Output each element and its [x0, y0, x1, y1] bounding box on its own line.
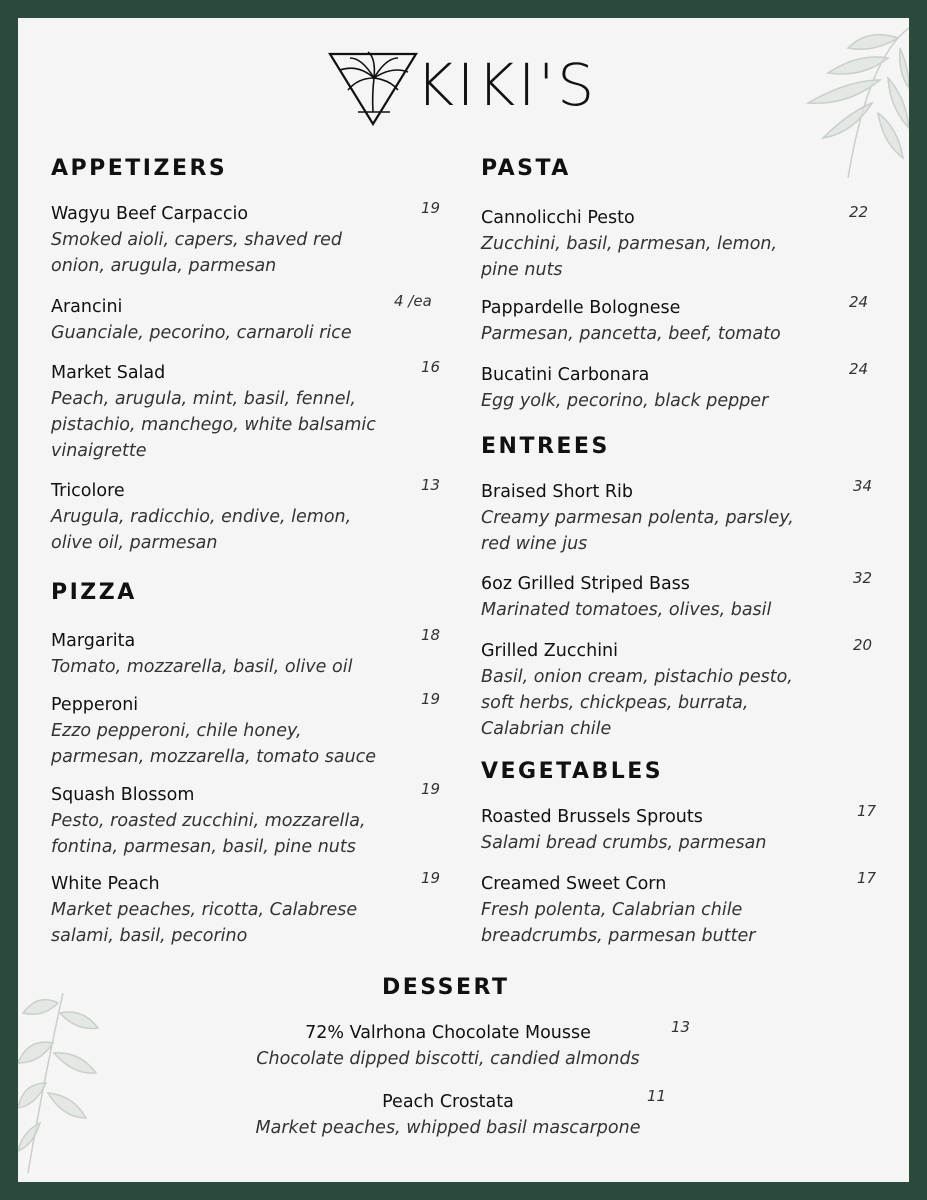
item-desc: soft herbs, chickpeas, burrata, [481, 693, 749, 713]
item-desc: Tomato, mozzarella, basil, olive oil [51, 657, 353, 677]
item-price: 17 [857, 802, 877, 820]
item-desc: Salami bread crumbs, parmesan [481, 833, 767, 853]
item-price: 19 [421, 869, 441, 887]
item-desc: Peach, arugula, mint, basil, fennel, [51, 389, 356, 409]
item-name: White Peach [51, 874, 160, 894]
item-name: Arancini [51, 297, 123, 317]
item-desc: Parmesan, pancetta, beef, tomato [481, 324, 781, 344]
item-desc: Pesto, roasted zucchini, mozzarella, [51, 811, 366, 831]
item-desc: vinaigrette [51, 441, 147, 461]
item-name: Margarita [51, 631, 136, 651]
item-price: 13 [671, 1018, 691, 1036]
item-price: 4 /ea [394, 292, 432, 310]
section-title-pasta: PASTA [481, 156, 571, 181]
menu-item [51, 478, 441, 556]
item-desc: Chocolate dipped biscotti, candied almonds [256, 1049, 640, 1069]
item-name: Peach Crostata [382, 1092, 514, 1112]
item-desc: Marinated tomatoes, olives, basil [481, 600, 772, 620]
item-price: 22 [849, 203, 869, 221]
item-desc: olive oil, parmesan [51, 533, 218, 553]
item-desc: Guanciale, pecorino, carnaroli rice [51, 323, 352, 343]
menu-item [51, 782, 441, 860]
item-desc: pine nuts [481, 260, 563, 280]
item-price: 19 [421, 690, 441, 708]
brand-logo [328, 48, 618, 128]
item-desc: Basil, onion cream, pistachio pesto, [481, 667, 793, 687]
menu-page [18, 18, 909, 1182]
item-desc: Egg yolk, pecorino, black pepper [481, 391, 769, 411]
menu-item [481, 362, 881, 414]
menu-item [51, 201, 441, 279]
item-desc: breadcrumbs, parmesan butter [481, 926, 756, 946]
menu-item [51, 360, 441, 464]
item-name: Braised Short Rib [481, 482, 633, 502]
item-desc: Ezzo pepperoni, chile honey, [51, 721, 302, 741]
item-price: 16 [421, 358, 441, 376]
item-name: Pepperoni [51, 695, 139, 715]
section-title-dessert: DESSERT [382, 975, 510, 1000]
menu-item [481, 479, 891, 557]
item-name: Bucatini Carbonara [481, 365, 650, 385]
menu-item [51, 692, 441, 770]
menu-item [51, 871, 441, 949]
item-name: Roasted Brussels Sprouts [481, 807, 703, 827]
item-price: 19 [421, 199, 441, 217]
item-price: 20 [853, 636, 873, 654]
item-price: 13 [421, 476, 441, 494]
section-title-appetizers: APPETIZERS [51, 156, 228, 181]
item-desc: Fresh polenta, Calabrian chile [481, 900, 743, 920]
item-price: 32 [853, 569, 873, 587]
item-desc: Creamy parmesan polenta, parsley, [481, 508, 794, 528]
item-desc: Calabrian chile [481, 719, 612, 739]
menu-item [481, 571, 891, 623]
menu-item [481, 295, 881, 347]
menu-item [213, 1018, 691, 1072]
item-name: Grilled Zucchini [481, 641, 619, 661]
menu-item [213, 1089, 683, 1141]
item-price: 18 [421, 626, 441, 644]
item-name: Squash Blossom [51, 785, 195, 805]
brand-name: KIKI'S [416, 51, 598, 119]
item-desc: Market peaches, whipped basil mascarpone [255, 1118, 641, 1138]
item-name: Cannolicchi Pesto [481, 208, 635, 228]
item-desc: Arugula, radicchio, endive, lemon, [51, 507, 352, 527]
item-desc: salami, basil, pecorino [51, 926, 248, 946]
section-title-vegetables: VEGETABLES [481, 759, 664, 784]
item-price: 24 [849, 293, 869, 311]
section-title-pizza: PIZZA [51, 580, 137, 605]
item-name: Wagyu Beef Carpaccio [51, 204, 249, 224]
item-desc: red wine jus [481, 534, 588, 554]
item-name: 6oz Grilled Striped Bass [481, 574, 690, 594]
item-price: 17 [857, 869, 877, 887]
menu-item [481, 804, 891, 856]
item-price: 34 [853, 477, 873, 495]
item-name: Creamed Sweet Corn [481, 874, 667, 894]
item-price: 24 [849, 360, 869, 378]
item-desc: Smoked aioli, capers, shaved red [51, 230, 343, 250]
item-name: Pappardelle Bolognese [481, 298, 681, 318]
item-desc: fontina, parmesan, basil, pine nuts [51, 837, 356, 857]
item-price: 11 [647, 1087, 667, 1105]
item-name: 72% Valrhona Chocolate Mousse [305, 1023, 591, 1043]
item-desc: Zucchini, basil, parmesan, lemon, [481, 234, 778, 254]
leaf-decoration-top-right-icon [788, 18, 909, 188]
item-name: Tricolore [51, 481, 125, 501]
item-name: Market Salad [51, 363, 166, 383]
item-desc: onion, arugula, parmesan [51, 256, 277, 276]
menu-item [481, 871, 891, 949]
menu-item [51, 628, 441, 680]
item-desc: pistachio, manchego, white balsamic [51, 415, 376, 435]
menu-item [51, 294, 441, 346]
menu-item [481, 205, 881, 283]
section-title-entrees: ENTREES [481, 434, 610, 459]
item-desc: parmesan, mozzarella, tomato sauce [51, 747, 377, 767]
item-desc: Market peaches, ricotta, Calabrese [51, 900, 358, 920]
leaf-decoration-bottom-left-icon [18, 973, 108, 1173]
menu-item [481, 638, 891, 742]
item-price: 19 [421, 780, 441, 798]
palm-tree-triangle-icon [328, 50, 418, 126]
